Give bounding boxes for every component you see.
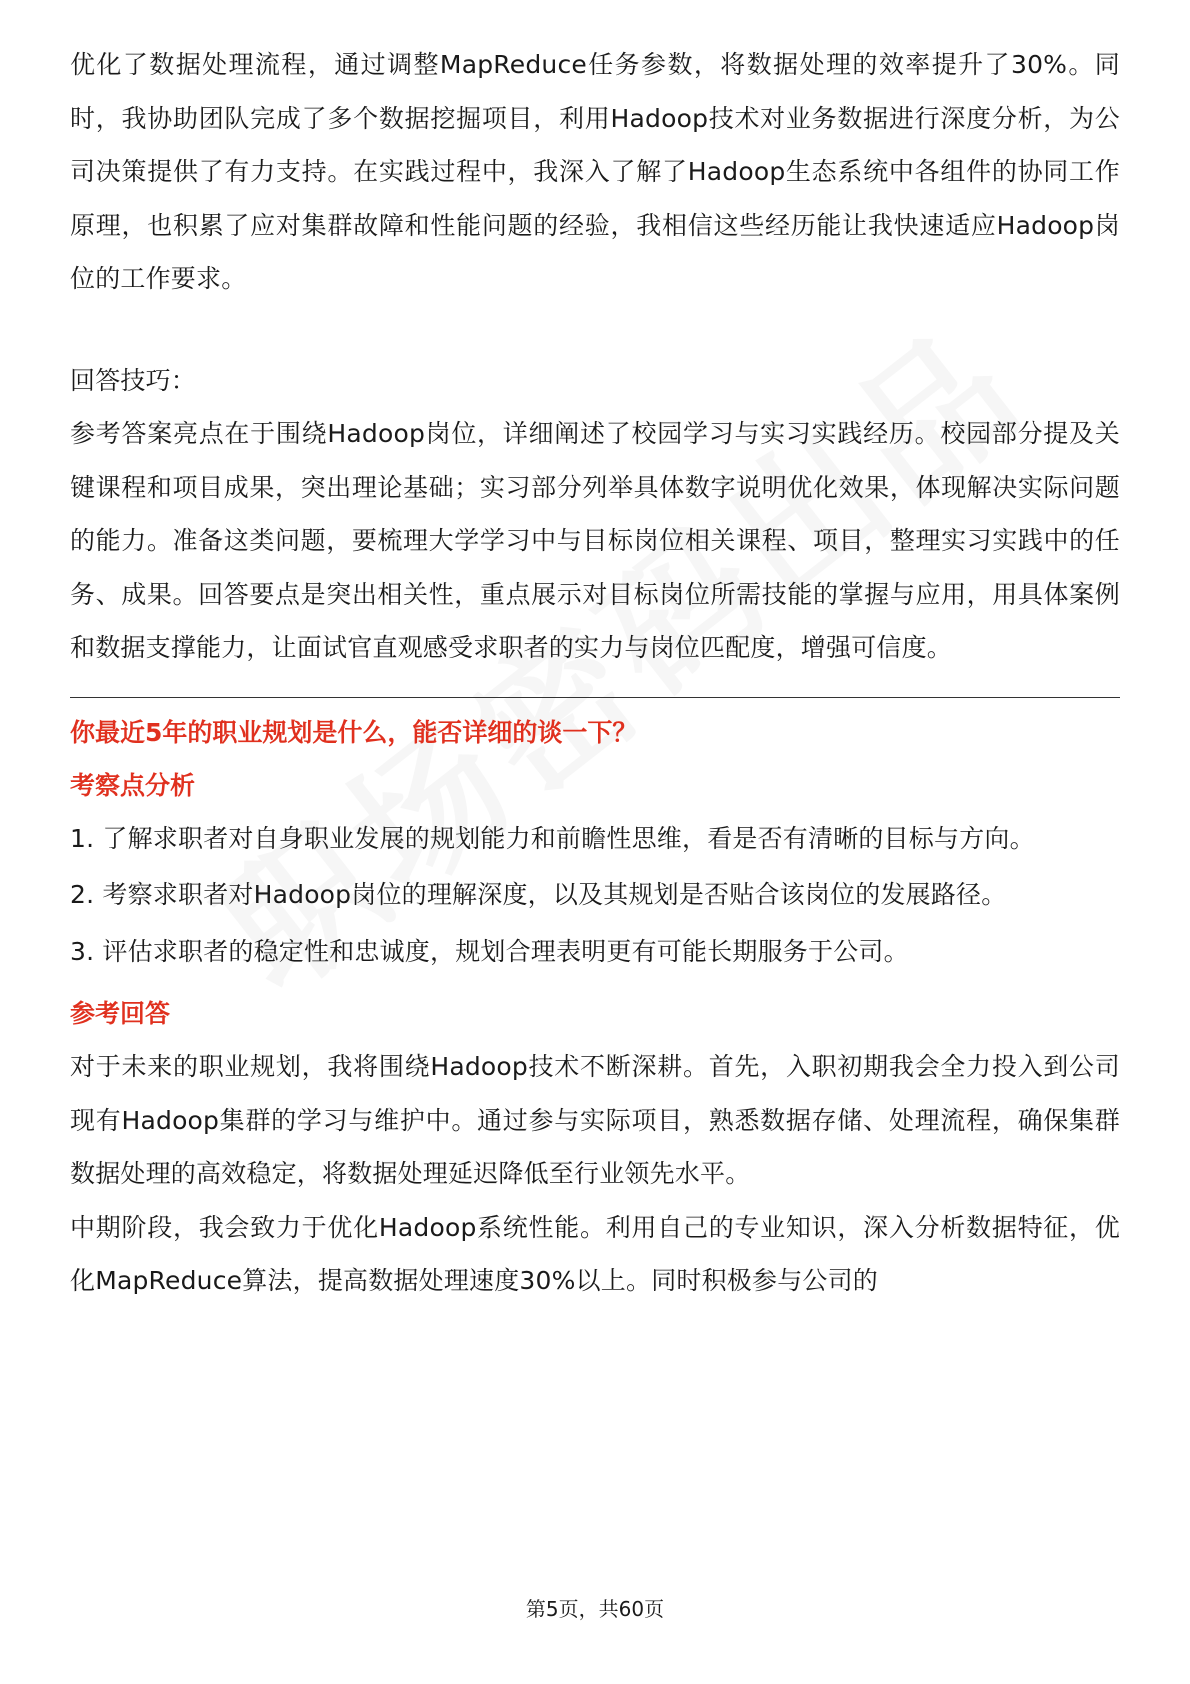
paragraph-gap xyxy=(70,306,1120,354)
question-title: 你最近5年的职业规划是什么，能否详细的谈一下？ xyxy=(70,717,638,747)
section-divider xyxy=(70,697,1120,698)
intro-paragraph: 优化了数据处理流程，通过调整MapReduce任务参数，将数据处理的效率提升了30%。同时，我协助团队完成了多个数据挖掘项目，利用Hadoop技术对业务数据进行深度分析，为公司决策提供了有力支持。在实践过程中，我深入了解了Hadoop生态系统中各组件的协同工作原理，也积累了应对集群故障和性能问题的经验，我相信这些经历能让我快速适应Hadoop岗位的工作要求。 xyxy=(70,50,1120,293)
tips-paragraph: 参考答案亮点在于围绕Hadoop岗位，详细阐述了校园学习与实习实践经历。校园部分提及关键课程和项目成果，突出理论基础；实习部分列举具体数字说明优化效果，体现解决实际问题的能力。准备这类问题，要梳理大学学习中与目标岗位相关课程、项目，整理实习实践中的任务、成果。回答要点是突出相关性，重点展示对目标岗位所需技能的掌握与应用，用具体案例和数据支撑能力，让面试官直观感受求职者的实力与岗位匹配度，增强可信度。 xyxy=(70,419,1120,662)
analysis-item-3: 3. 评估求职者的稳定性和忠诚度，规划合理表明更有可能长期服务于公司。 xyxy=(70,936,909,966)
page-number: 第5页，共60页 xyxy=(525,1597,665,1621)
answer-paragraph-2: 中期阶段，我会致力于优化Hadoop系统性能。利用自己的专业知识，深入分析数据特征，优化MapReduce算法，提高数据处理速度30%以上。同时积极参与公司的 xyxy=(70,1212,1120,1295)
document-page xyxy=(70,38,1120,1308)
tips-label: 回答技巧： xyxy=(70,365,197,395)
answer-paragraph-1: 对于未来的职业规划，我将围绕Hadoop技术不断深耕。首先，入职初期我会全力投入到公司现有Hadoop集群的学习与维护中。通过参与实际项目，熟悉数据存储、处理流程，确保集群数据处理的高效稳定，将数据处理延迟降低至行业领先水平。 xyxy=(70,1052,1120,1188)
analysis-item-1: 1. 了解求职者对自身职业发展的规划能力和前瞻性思维，看是否有清晰的目标与方向。 xyxy=(70,823,1035,853)
answer-heading: 参考回答 xyxy=(70,999,171,1028)
analysis-heading: 考察点分析 xyxy=(70,770,196,800)
analysis-item-2: 2. 考察求职者对Hadoop岗位的理解深度，以及其规划是否贴合该岗位的发展路径。 xyxy=(70,880,1007,909)
